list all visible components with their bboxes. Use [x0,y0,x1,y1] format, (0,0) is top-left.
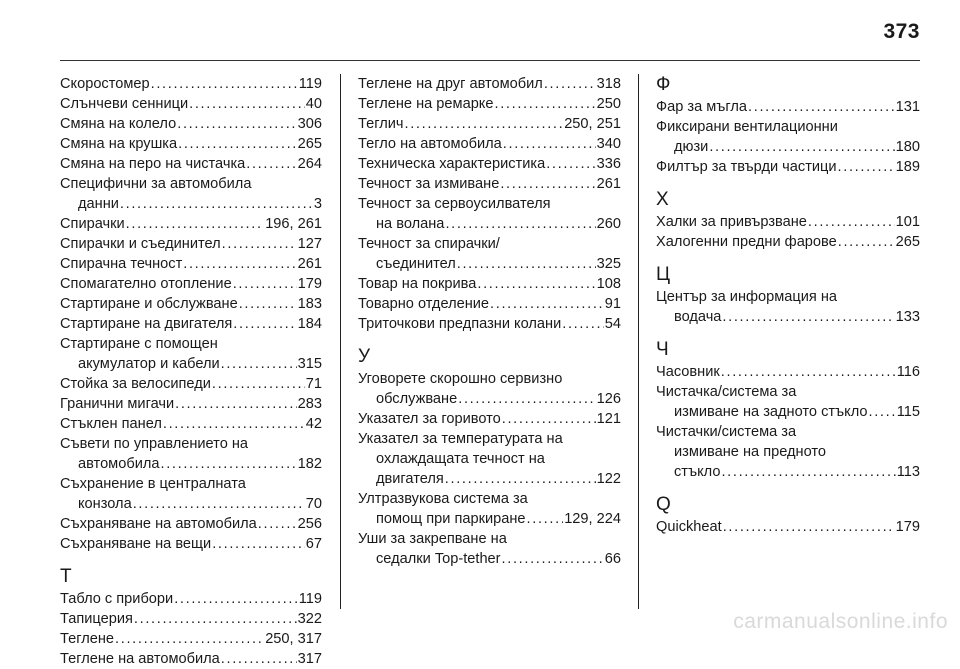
dot-leader [723,517,895,537]
index-entry [358,409,621,429]
index-entry [60,94,322,114]
entry-text: Стартиране с помощен [60,336,218,352]
entry-line [60,234,322,254]
entry-line [656,212,920,232]
column-divider [340,74,341,609]
letter-group [656,74,920,177]
dot-leader [490,294,604,314]
entry-text: Чистачка/система за [656,384,797,400]
section-letter: Т [60,566,72,587]
letter-group [60,74,322,554]
dot-leader [163,414,305,434]
page-number: 373 [883,20,920,43]
page-ref: 315 [297,356,322,372]
entry-line [60,534,322,554]
entry-text: Товарно отделение [358,296,490,312]
section-letter: Q [656,494,671,515]
page-ref: 179 [297,276,322,292]
entry-text: Теглене на ремарке [358,96,494,112]
dot-leader [503,134,596,154]
dot-leader [178,134,297,154]
dot-leader [721,362,896,382]
page-ref: 184 [297,316,322,332]
entry-line [60,494,322,514]
entry-text: Смяна на крушка [60,136,178,152]
index-entry [60,214,322,234]
dot-leader [544,74,596,94]
entry-line [656,462,920,482]
index-entry [358,94,621,114]
page-ref: 261 [596,176,621,192]
entry-text: Съхраняване на автомобила [60,516,257,532]
index-entry [358,529,621,569]
index-entry [656,157,920,177]
dot-leader [457,254,596,274]
page-ref: 70 [305,496,322,512]
entry-text: Теглене на автомобила [60,651,220,667]
dot-leader [502,409,596,429]
entry-line [656,97,920,117]
entry-text: Уговорете скорошно сервизно [358,371,563,387]
entry-text: Фар за мъгла [656,99,748,115]
entry-line [60,374,322,394]
index-entry [60,274,322,294]
entry-line [358,314,621,334]
section-letter: Ф [656,74,671,95]
index-entry [60,234,322,254]
entry-line [656,307,920,327]
dot-leader [221,649,297,669]
page-ref: 250 [596,96,621,112]
entry-text: Стартиране и обслужване [60,296,238,312]
page-ref: 113 [896,464,920,480]
entry-text: Течност за измиване [358,176,500,192]
entry-text: Quickheat [656,519,722,535]
entry-text: Указател за температурата на [358,431,563,447]
page-ref: 67 [305,536,322,552]
entry-line [656,402,920,422]
index-entry [358,134,621,154]
entry-line [358,509,621,529]
entry-line [656,232,920,252]
letter-group [656,494,920,537]
page-ref: 264 [297,156,322,172]
index-entry [60,74,322,94]
entry-text: Съвети по управлението на [60,436,249,452]
dot-leader [748,97,895,117]
page-ref: 119 [298,591,322,607]
entry-line [358,174,621,194]
dot-leader [404,114,563,134]
entry-line [60,154,322,174]
entry-text: Спирачна течност [60,256,183,272]
page-ref: 336 [596,156,621,172]
page-ref: 265 [297,136,322,152]
page-ref: 340 [596,136,621,152]
entry-line [60,394,322,414]
page-ref: 189 [895,159,920,175]
page-ref: 116 [896,364,920,380]
page-ref: 40 [305,96,322,112]
entry-text: Уши за закрепване на [358,531,507,547]
letter-group [358,346,621,569]
index-entry [656,117,920,157]
index-entry [656,97,920,117]
index-entry [656,287,920,327]
index-entry [60,414,322,434]
letter-group [656,339,920,482]
page-ref: 250, 251 [564,116,621,132]
page-ref: 127 [297,236,322,252]
entry-text: Ултразвукова система за [358,491,528,507]
dot-leader [562,314,604,334]
dot-leader [546,154,595,174]
entry-text: Слънчеви сенници [60,96,189,112]
index-column-2 [358,74,621,569]
page-ref: 101 [895,214,920,230]
index-entry [656,212,920,232]
entry-text: охлаждащата течност на [376,451,545,467]
entry-text: на волана [376,216,445,232]
dot-leader [189,94,305,114]
entry-text: Теглене на друг автомобил [358,76,543,92]
dot-leader [177,114,296,134]
entry-line [358,294,621,314]
index-entry [656,382,920,422]
index-entry [358,314,621,334]
entry-text: Товар на покрива [358,276,477,292]
entry-line [60,649,322,669]
page-ref: 306 [297,116,322,132]
index-column-3 [656,74,920,537]
page-ref: 179 [895,519,920,535]
page-ref: 66 [604,551,621,567]
entry-text: Спирачки и съединител [60,236,221,252]
index-entry [60,294,322,314]
entry-text: водача [674,309,722,325]
entry-text: Теглене [60,631,115,647]
entry-text: Гранични мигачи [60,396,175,412]
entry-line [358,114,621,134]
index-entry [358,489,621,529]
entry-text: Спомагателно отопление [60,276,232,292]
page-ref: 42 [305,416,322,432]
index-entry [60,254,322,274]
entry-line [60,94,322,114]
top-rule [60,60,920,61]
entry-text: Стойка за велосипеди [60,376,211,392]
entry-text: Специфични за автомобила [60,176,252,192]
entry-text: данни [78,196,119,212]
index-entry [60,134,322,154]
entry-line [60,589,322,609]
section-letter: Х [656,189,669,210]
page-ref: 133 [895,309,920,325]
page-ref: 54 [604,316,621,332]
dot-leader [175,394,297,414]
entry-line [358,254,621,274]
index-entry [358,174,621,194]
page-ref: 122 [596,471,621,487]
index-entry [358,429,621,489]
entry-text: Фиксирани вентилационни [656,119,838,135]
entry-line [358,134,621,154]
entry-text: Скоростомер [60,76,150,92]
page-ref: 256 [297,516,322,532]
dot-leader [233,314,296,334]
entry-line [358,469,621,489]
entry-line [358,274,621,294]
entry-text: Табло с прибори [60,591,174,607]
entry-line [358,389,621,409]
dot-leader [233,274,297,294]
index-entry [358,234,621,274]
entry-line [60,414,322,434]
entry-text: Часовник [656,364,720,380]
page-ref: 3 [313,196,322,212]
index-entry [60,394,322,414]
entry-line [60,294,322,314]
page-ref: 71 [305,376,322,392]
dot-leader [869,402,896,422]
entry-text: Тапицерия [60,611,133,627]
dot-leader [120,194,313,214]
entry-line [358,214,621,234]
page-ref: 261 [297,256,322,272]
dot-leader [239,294,297,314]
entry-line [656,137,920,157]
entry-text: Тегло на автомобила [358,136,502,152]
entry-text: Халки за привързване [656,214,807,230]
letter-group [358,74,621,334]
index-entry [60,154,322,174]
page-ref: 91 [604,296,621,312]
index-entry [60,174,322,214]
entry-text: Техническа характеристика [358,156,546,172]
entry-text: Течност за сервоусилвателя [358,196,551,212]
entry-text: Теглич [358,116,404,132]
entry-text: седалки Top-tether [376,551,501,567]
index-entry [60,589,322,609]
dot-leader [722,307,894,327]
page-ref: 121 [596,411,621,427]
dot-leader [502,549,604,569]
section-letter: У [358,346,371,367]
entry-text: автомобила [78,456,160,472]
dot-leader [174,589,298,609]
index-entry [358,74,621,94]
page-ref: 131 [895,99,920,115]
section-letter: Ч [656,339,669,360]
entry-line [60,114,322,134]
dot-leader [221,354,297,374]
letter-group [656,189,920,252]
entry-line [60,254,322,274]
entry-line [60,214,322,234]
dot-leader [222,234,297,254]
page-ref: 318 [596,76,621,92]
entry-text: съединител [376,256,456,272]
page-ref: 322 [297,611,322,627]
dot-leader [445,469,596,489]
entry-line [358,154,621,174]
dot-leader [838,232,895,252]
dot-leader [212,534,305,554]
dot-leader [527,509,564,529]
entry-text: Течност за спирачки/ [358,236,500,252]
letter-group [656,264,920,327]
index-entry [656,422,920,482]
dot-leader [183,254,296,274]
entry-line [656,362,920,382]
page-ref: 265 [895,234,920,250]
entry-line [358,409,621,429]
entry-text: измиване на задното стъкло [674,404,868,420]
dot-leader [838,157,895,177]
entry-text: Спирачки [60,216,125,232]
dot-leader [494,94,595,114]
index-entry [358,369,621,409]
index-entry [60,114,322,134]
page-ref: 283 [297,396,322,412]
entry-text: стъкло [674,464,721,480]
dot-leader [246,154,296,174]
page-ref: 108 [596,276,621,292]
index-entry [60,434,322,474]
entry-text: Триточкови предпазни колани [358,316,562,332]
entry-text: обслужване [376,391,458,407]
entry-text: Филтър за твърди частици [656,159,837,175]
entry-text: конзола [78,496,132,512]
index-entry [60,474,322,514]
dot-leader [477,274,595,294]
index-entry [358,194,621,234]
index-entry [60,334,322,374]
index-entry [60,649,322,669]
entry-text: акумулатор и кабели [78,356,220,372]
page-ref: 126 [596,391,621,407]
entry-line [60,354,322,374]
page-ref: 260 [596,216,621,232]
page-ref: 317 [297,651,322,667]
page-ref: 180 [895,139,920,155]
index-entry [656,362,920,382]
dot-leader [212,374,305,394]
index-entry [358,294,621,314]
index-entry [656,517,920,537]
page-ref: 115 [896,404,920,420]
page-ref: 182 [297,456,322,472]
index-entry [358,154,621,174]
entry-line [60,454,322,474]
dot-leader [808,212,895,232]
dot-leader [160,454,296,474]
index-entry [60,514,322,534]
page-ref: 119 [298,76,322,92]
entry-line [60,194,322,214]
entry-line [358,549,621,569]
section-letter: Ц [656,264,671,285]
entry-text: Халогенни предни фарове [656,234,837,250]
index-entry [60,534,322,554]
entry-text: помощ при паркиране [376,511,526,527]
index-entry [656,232,920,252]
entry-text: двигателя [376,471,444,487]
page-ref: 129, 224 [564,511,621,527]
dot-leader [500,174,595,194]
entry-text: Смяна на колело [60,116,177,132]
entry-line [358,74,621,94]
dot-leader [445,214,595,234]
entry-text: Център за информация на [656,289,838,305]
entry-text: Съхранение в централната [60,476,246,492]
entry-text: Съхраняване на вещи [60,536,212,552]
dot-leader [458,389,595,409]
dot-leader [151,74,298,94]
page-ref: 250, 317 [265,631,322,647]
dot-leader [709,137,894,157]
entry-text: Указател за горивото [358,411,501,427]
entry-line [358,94,621,114]
index-entry [60,374,322,394]
entry-line [656,517,920,537]
dot-leader [721,462,895,482]
entry-line [60,74,322,94]
page-ref: 196, 261 [265,216,322,232]
index-entry [358,274,621,294]
page-ref: 183 [297,296,322,312]
dot-leader [133,494,305,514]
entry-line [60,134,322,154]
entry-text: дюзи [674,139,709,155]
dot-leader [258,514,297,534]
watermark: carmanualsonline.info [733,610,948,633]
entry-line [656,157,920,177]
page-ref: 325 [596,256,621,272]
index-entry [60,314,322,334]
entry-text: Смяна на перо на чистачка [60,156,246,172]
index-column-1 [60,74,322,669]
entry-text: Чистачки/система за [656,424,797,440]
entry-text: Стартиране на двигателя [60,316,233,332]
entry-line [60,514,322,534]
entry-text: измиване на предното [674,444,827,460]
entry-line [60,274,322,294]
dot-leader [126,214,265,234]
column-divider [638,74,639,609]
entry-line [60,314,322,334]
index-entry [358,114,621,134]
entry-text: Стъклен панел [60,416,162,432]
